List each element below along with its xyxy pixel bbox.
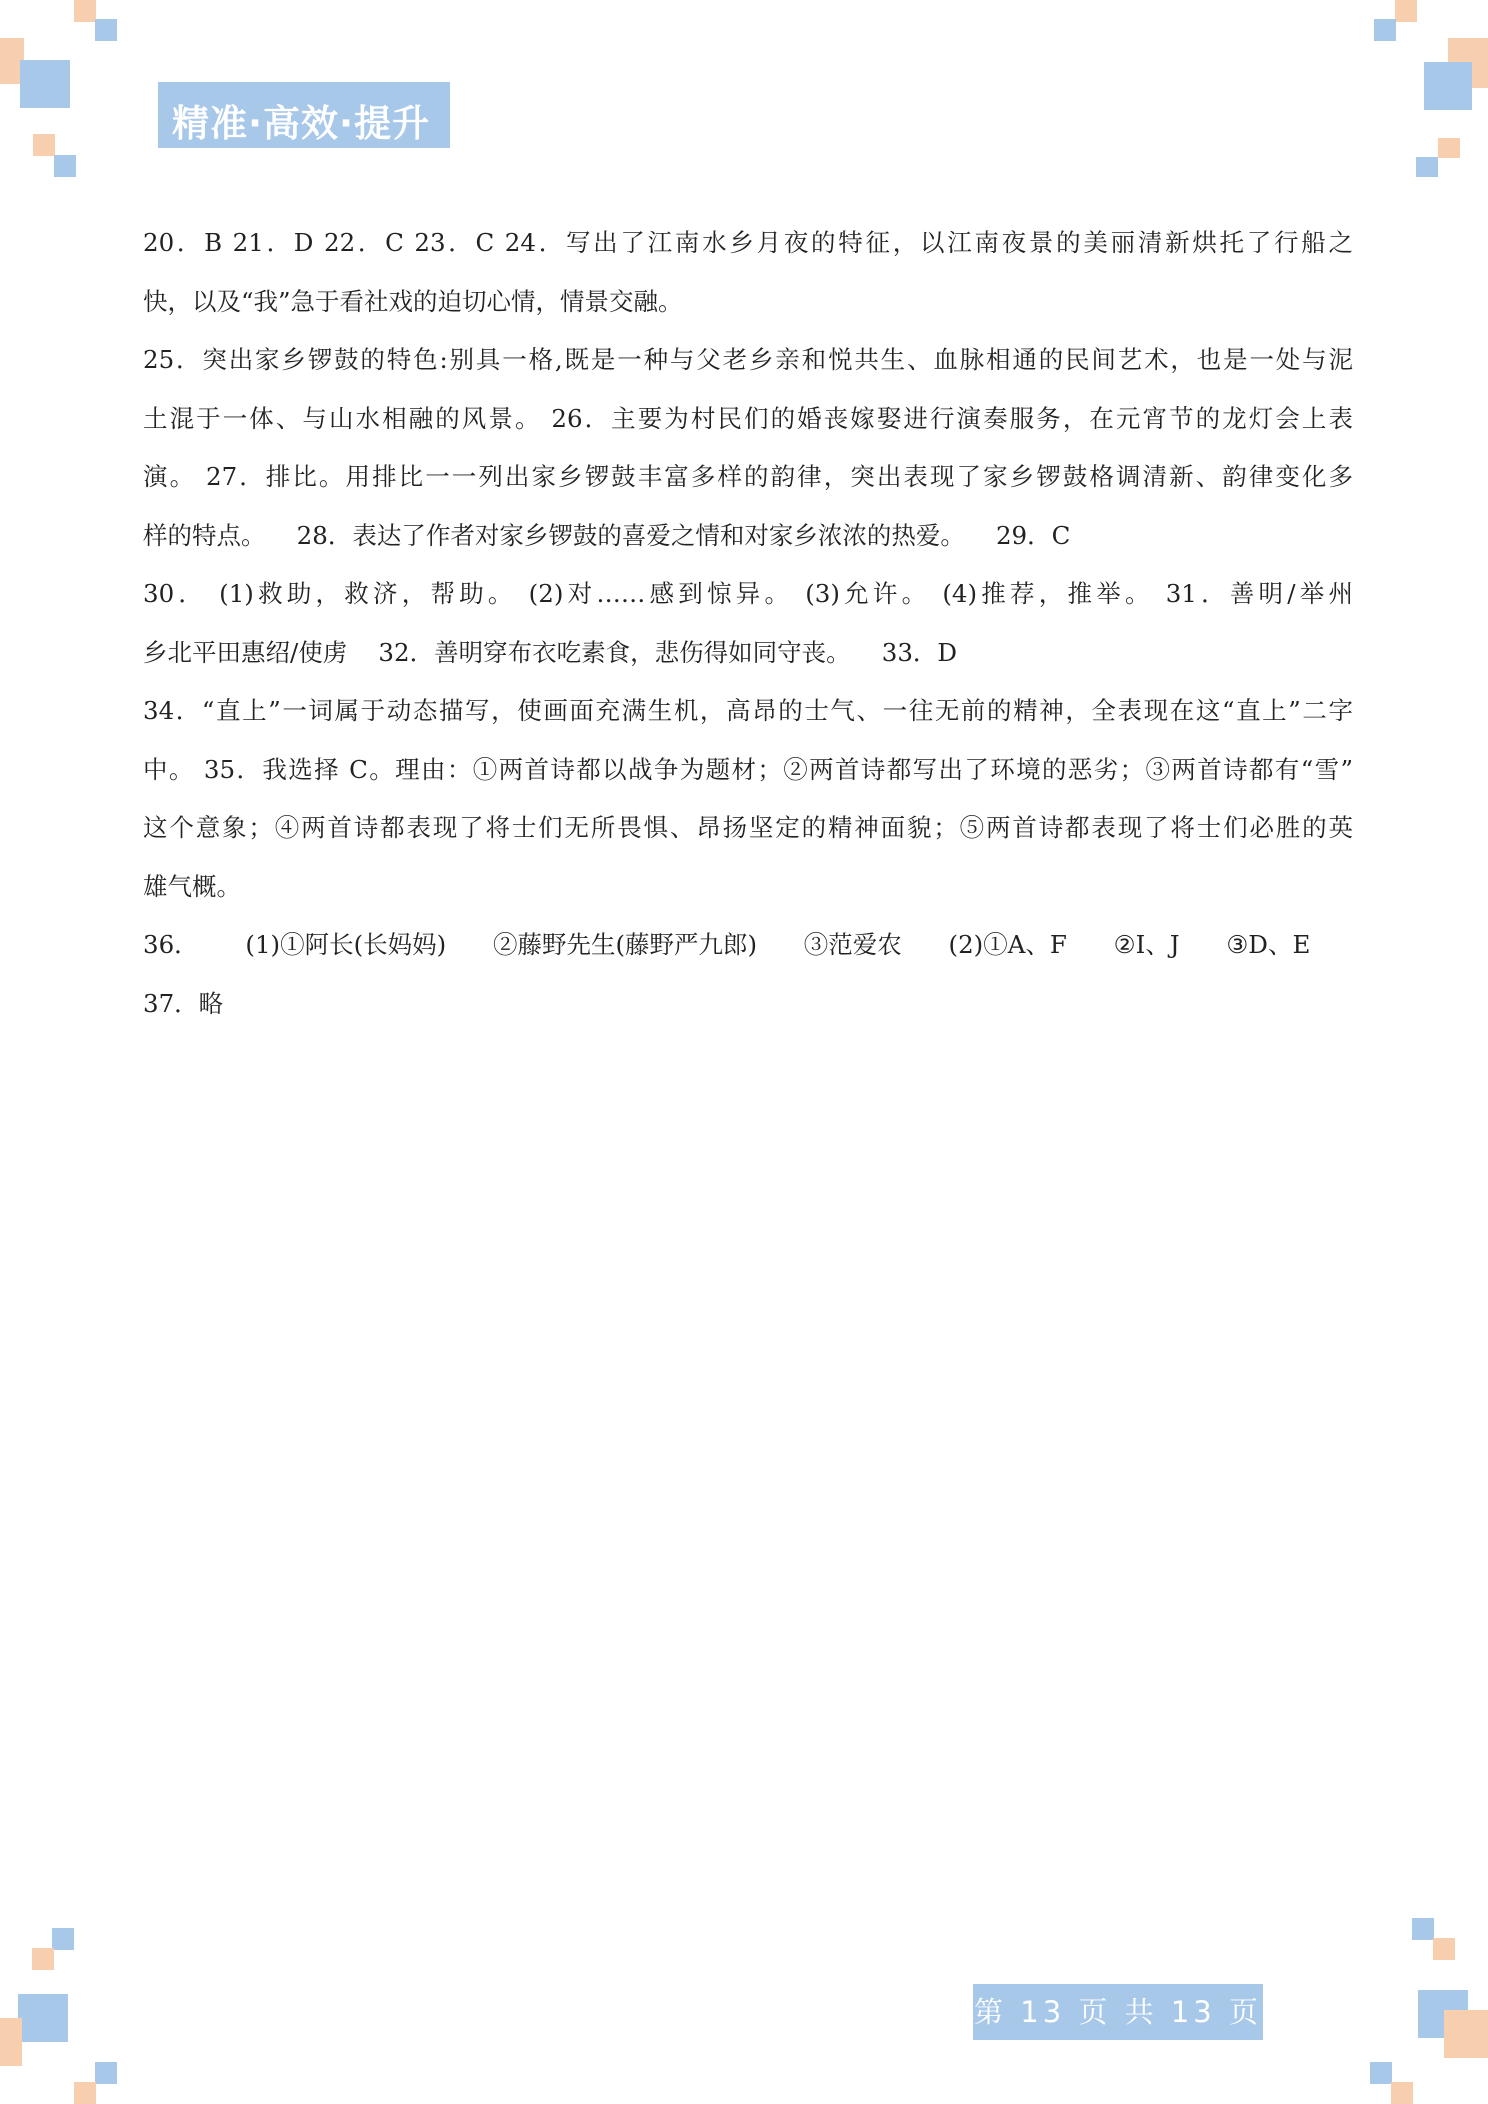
answer-line: 乡北平田惠绍/使虏 32．善明穿布衣吃素食，悲伤得如同守丧。 33．D [143,637,958,667]
decor-square [54,155,76,177]
answer-line: 25．突出家乡锣鼓的特色:别具一格,既是一种与父老乡亲和悦共生、血脉相通的民间艺术，也是一处与泥 [143,345,1353,374]
decor-square [52,1928,74,1950]
decor-square [74,2082,96,2104]
decor-square [1370,2062,1392,2084]
decor-square [74,0,96,22]
answer-line: 37．略 [143,988,224,1018]
decor-square [1374,19,1396,41]
answer-line: 中。 35．我选择 C。理由：①两首诗都以战争为题材；②两首诗都写出了环境的恶劣；③两首诗都有“雪” [143,754,1353,784]
decor-square [95,2062,117,2084]
answer-line: 快，以及“我”急于看社戏的迫切心情，情景交融。 [143,286,683,316]
answer-line: 演。 27．排比。用排比一一列出家乡锣鼓丰富多样的韵律，突出表现了家乡锣鼓格调清新、韵律变化多 [143,462,1353,491]
page-indicator: 第 13 页 共 13 页 [974,1995,1262,2029]
decor-square [1433,1938,1455,1960]
decor-square [20,60,70,108]
decor-square [1395,0,1417,22]
decor-square [1438,138,1460,158]
answer-line: 30． (1)救助，救济，帮助。 (2)对……感到惊异。 (3)允许。 (4)推荐，推举。 31．善明/举州 [143,579,1353,608]
answer-line: 36． (1)①阿长(长妈妈) ②藤野先生(藤野严九郎) ③范爱农 (2)①A、F ②I、J ③D、E [143,930,1311,959]
header-badge [158,82,450,148]
decor-square [33,134,55,156]
answer-line: 34．“直上”一词属于动态描写，使画面充满生机，高昂的士气、一往无前的精神，全表现在这“直上”二字 [143,696,1353,725]
decor-square [1424,62,1472,110]
decor-square [1416,157,1438,177]
header-badge-text: 精准·高效·提升 [172,102,431,145]
page-indicator-badge [973,1984,1263,2040]
decor-square [0,2018,22,2066]
answer-line: 雄气概。 [143,871,241,901]
decor-square [32,1948,54,1970]
decor-square [1444,2010,1488,2058]
decor-square [18,1994,68,2042]
answer-line: 土混于一体、与山水相融的风景。 26．主要为村民们的婚丧嫁娶进行演奏服务，在元宵节的龙灯会上表 [143,403,1353,433]
decor-square [1391,2082,1413,2104]
answer-line: 20．B 21．D 22．C 23．C 24．写出了江南水乡月夜的特征，以江南夜景的美丽清新烘托了行船之 [143,228,1353,257]
decor-square [1412,1918,1434,1940]
answer-line: 这个意象；④两首诗都表现了将士们无所畏惧、昂扬坚定的精神面貌；⑤两首诗都表现了将士们必胜的英 [143,813,1353,842]
answer-line: 样的特点。 28．表达了作者对家乡锣鼓的喜爱之情和对家乡浓浓的热爱。 29．C [143,520,1071,550]
answer-text-block [143,214,1353,1033]
decor-square [95,19,117,41]
